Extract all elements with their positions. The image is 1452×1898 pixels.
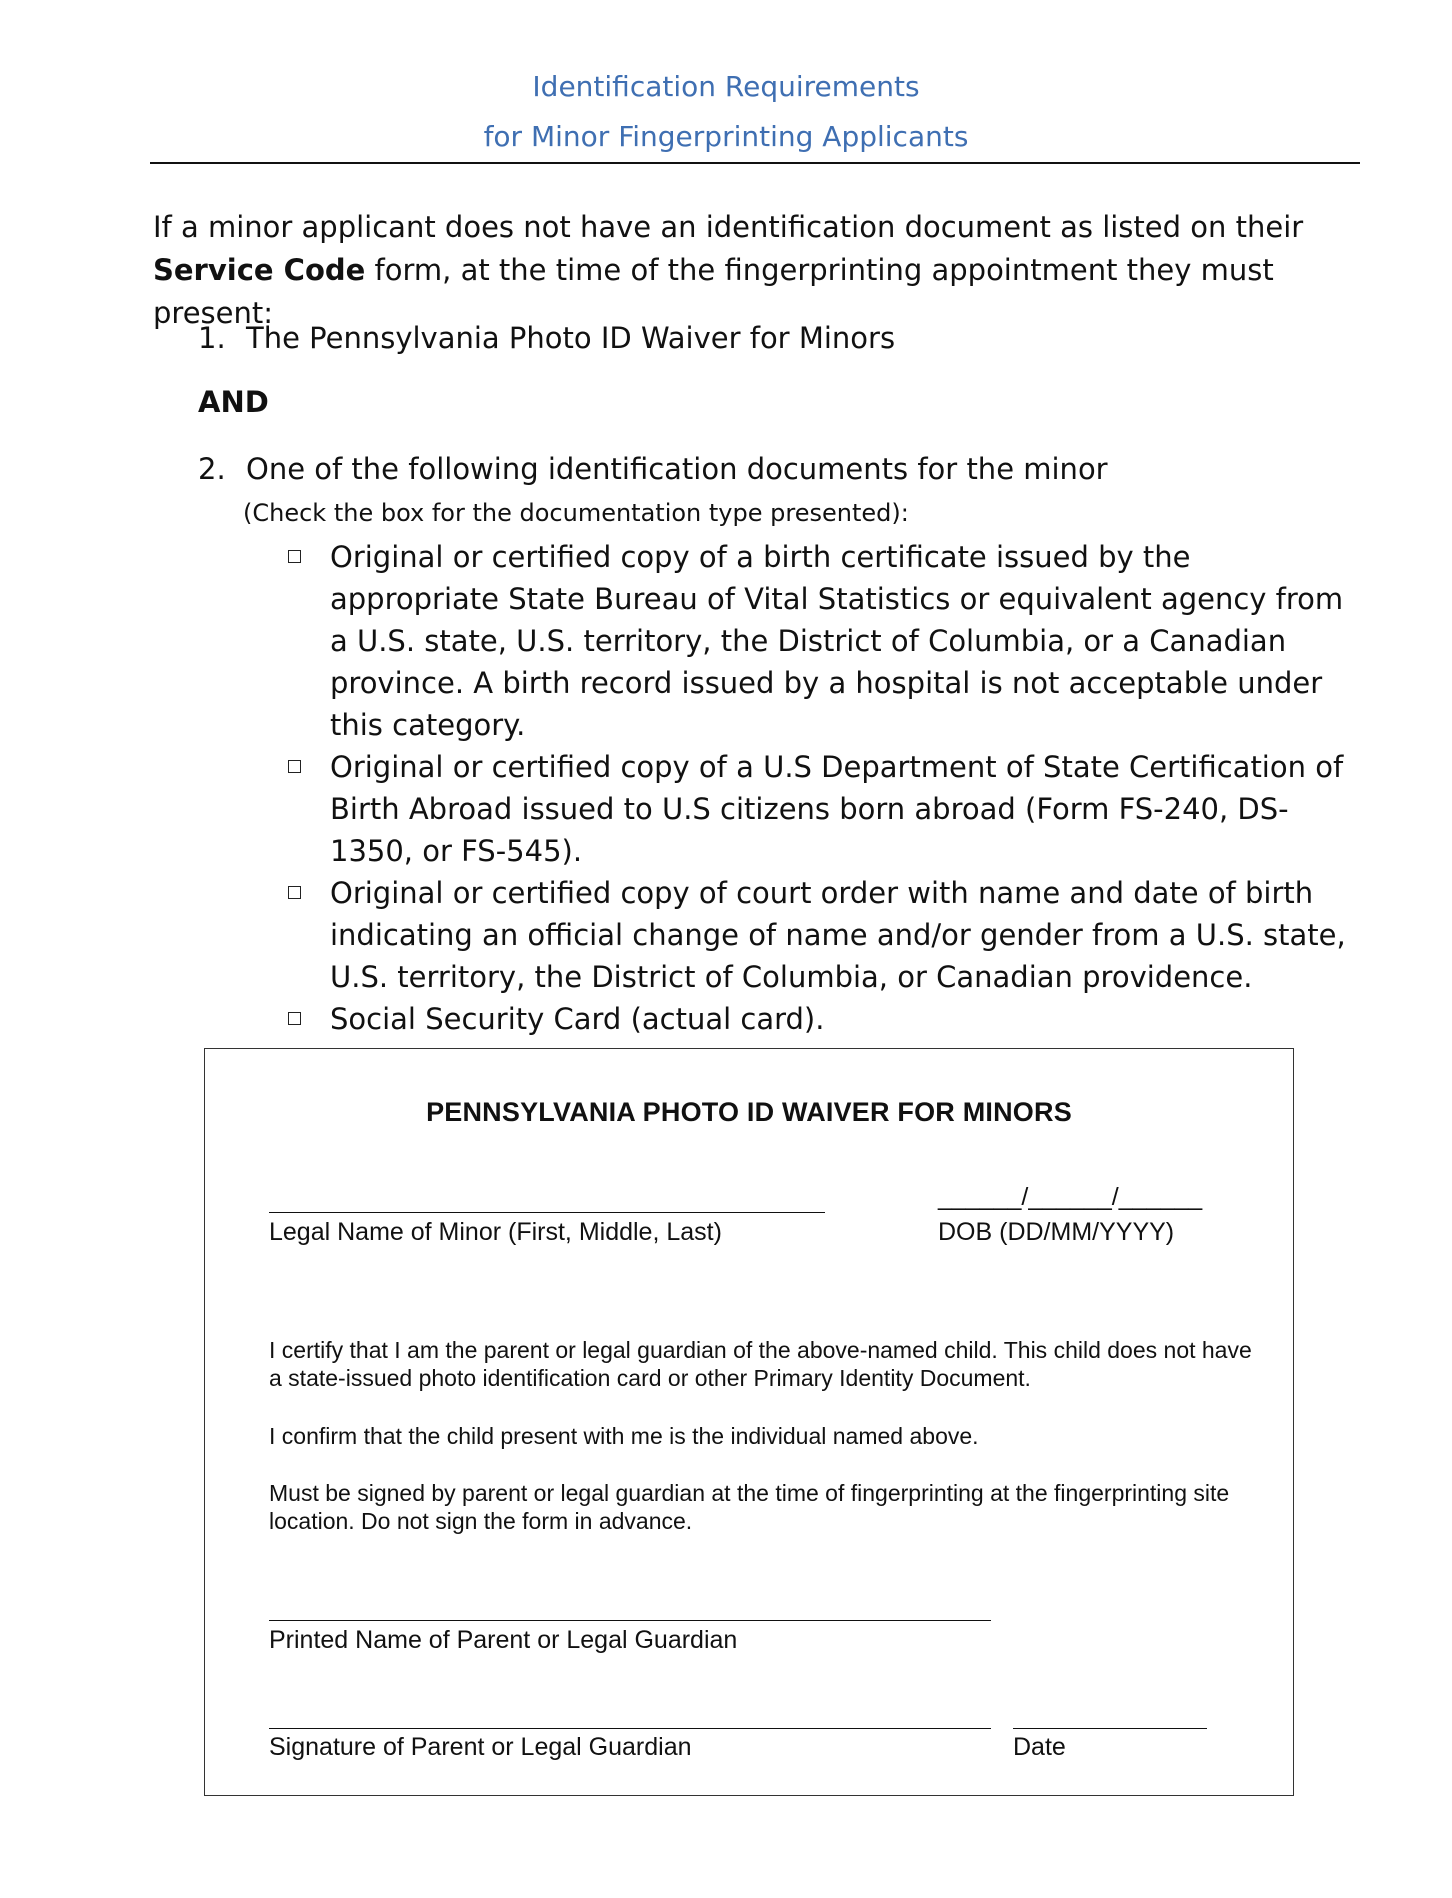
document-option xyxy=(288,536,1368,746)
title-line-2: for Minor Fingerprinting Applicants xyxy=(483,120,969,153)
document-option xyxy=(288,872,1368,998)
printed-name-line[interactable] xyxy=(269,1620,991,1621)
intro-bold-term: Service Code xyxy=(153,253,366,287)
waiver-form xyxy=(204,1048,1294,1796)
certify-statement: I certify that I am the parent or legal guardian of the above-named child. This child does not have a state-issued photo identification card or other Primary Identity Document. xyxy=(269,1337,1252,1391)
checkbox[interactable] xyxy=(288,760,301,773)
intro-text-after: form, at the time of the fingerprinting appointment they must present: xyxy=(153,253,1274,330)
signing-instruction: Must be signed by parent or legal guardian at the time of fingerprinting at the fingerprinting site location. Do not sign the form in advance. xyxy=(269,1480,1230,1534)
option-text: Original or certified copy of a birth certificate issued by the appropriate State Bureau of Vital Statistics or equivalent agency from a U.S. state, U.S. territory, the District of Columbia, or a Canadian province. A birth record issued by a hospital is not acceptable under this category. xyxy=(330,540,1344,742)
dob-label: DOB (DD/MM/YYYY) xyxy=(938,1218,1175,1246)
document-option xyxy=(288,998,1368,1040)
header-divider xyxy=(150,162,1360,164)
date-label: Date xyxy=(1013,1733,1066,1761)
intro-text-before: If a minor applicant does not have an identification document as listed on their xyxy=(153,210,1304,244)
dob-line[interactable]: ______/______/______ xyxy=(938,1183,1203,1211)
checkbox[interactable] xyxy=(288,1012,301,1025)
signature-line[interactable] xyxy=(269,1728,991,1729)
confirm-statement: I confirm that the child present with me is the individual named above. xyxy=(269,1423,979,1449)
item-number: 2. xyxy=(198,452,226,486)
printed-name-label: Printed Name of Parent or Legal Guardian xyxy=(269,1626,738,1654)
signature-label: Signature of Parent or Legal Guardian xyxy=(269,1733,692,1761)
option-text: Original or certified copy of court order with name and date of birth indicating an official change of name and/or gender from a U.S. state, U.S. territory, the District of Columbia, or Canadian providence. xyxy=(330,876,1346,994)
item-text: The Pennsylvania Photo ID Waiver for Minors xyxy=(246,321,896,355)
and-label: AND xyxy=(198,385,269,419)
title-line-1: Identification Requirements xyxy=(532,70,920,103)
date-line[interactable] xyxy=(1013,1728,1207,1729)
check-instruction: (Check the box for the documentation type presented): xyxy=(243,499,909,527)
document-title xyxy=(0,62,1452,162)
checkbox[interactable] xyxy=(288,886,301,899)
requirement-item-1 xyxy=(198,318,895,358)
item-text: One of the following identification documents for the minor xyxy=(246,452,1108,486)
option-text: Social Security Card (actual card). xyxy=(330,1002,825,1036)
option-text: Original or certified copy of a U.S Department of State Certification of Birth Abroad issued to U.S citizens born abroad (Form FS-240, DS-1350, or FS-545). xyxy=(330,750,1344,868)
document-option xyxy=(288,746,1368,872)
minor-name-line[interactable] xyxy=(269,1212,825,1213)
intro-paragraph xyxy=(153,206,1373,335)
document-options-list xyxy=(288,536,1368,1040)
requirement-item-2 xyxy=(198,449,1108,489)
minor-name-label: Legal Name of Minor (First, Middle, Last) xyxy=(269,1218,722,1246)
item-number: 1. xyxy=(198,321,226,355)
waiver-title: PENNSYLVANIA PHOTO ID WAIVER FOR MINORS xyxy=(426,1097,1072,1127)
checkbox[interactable] xyxy=(288,550,301,563)
